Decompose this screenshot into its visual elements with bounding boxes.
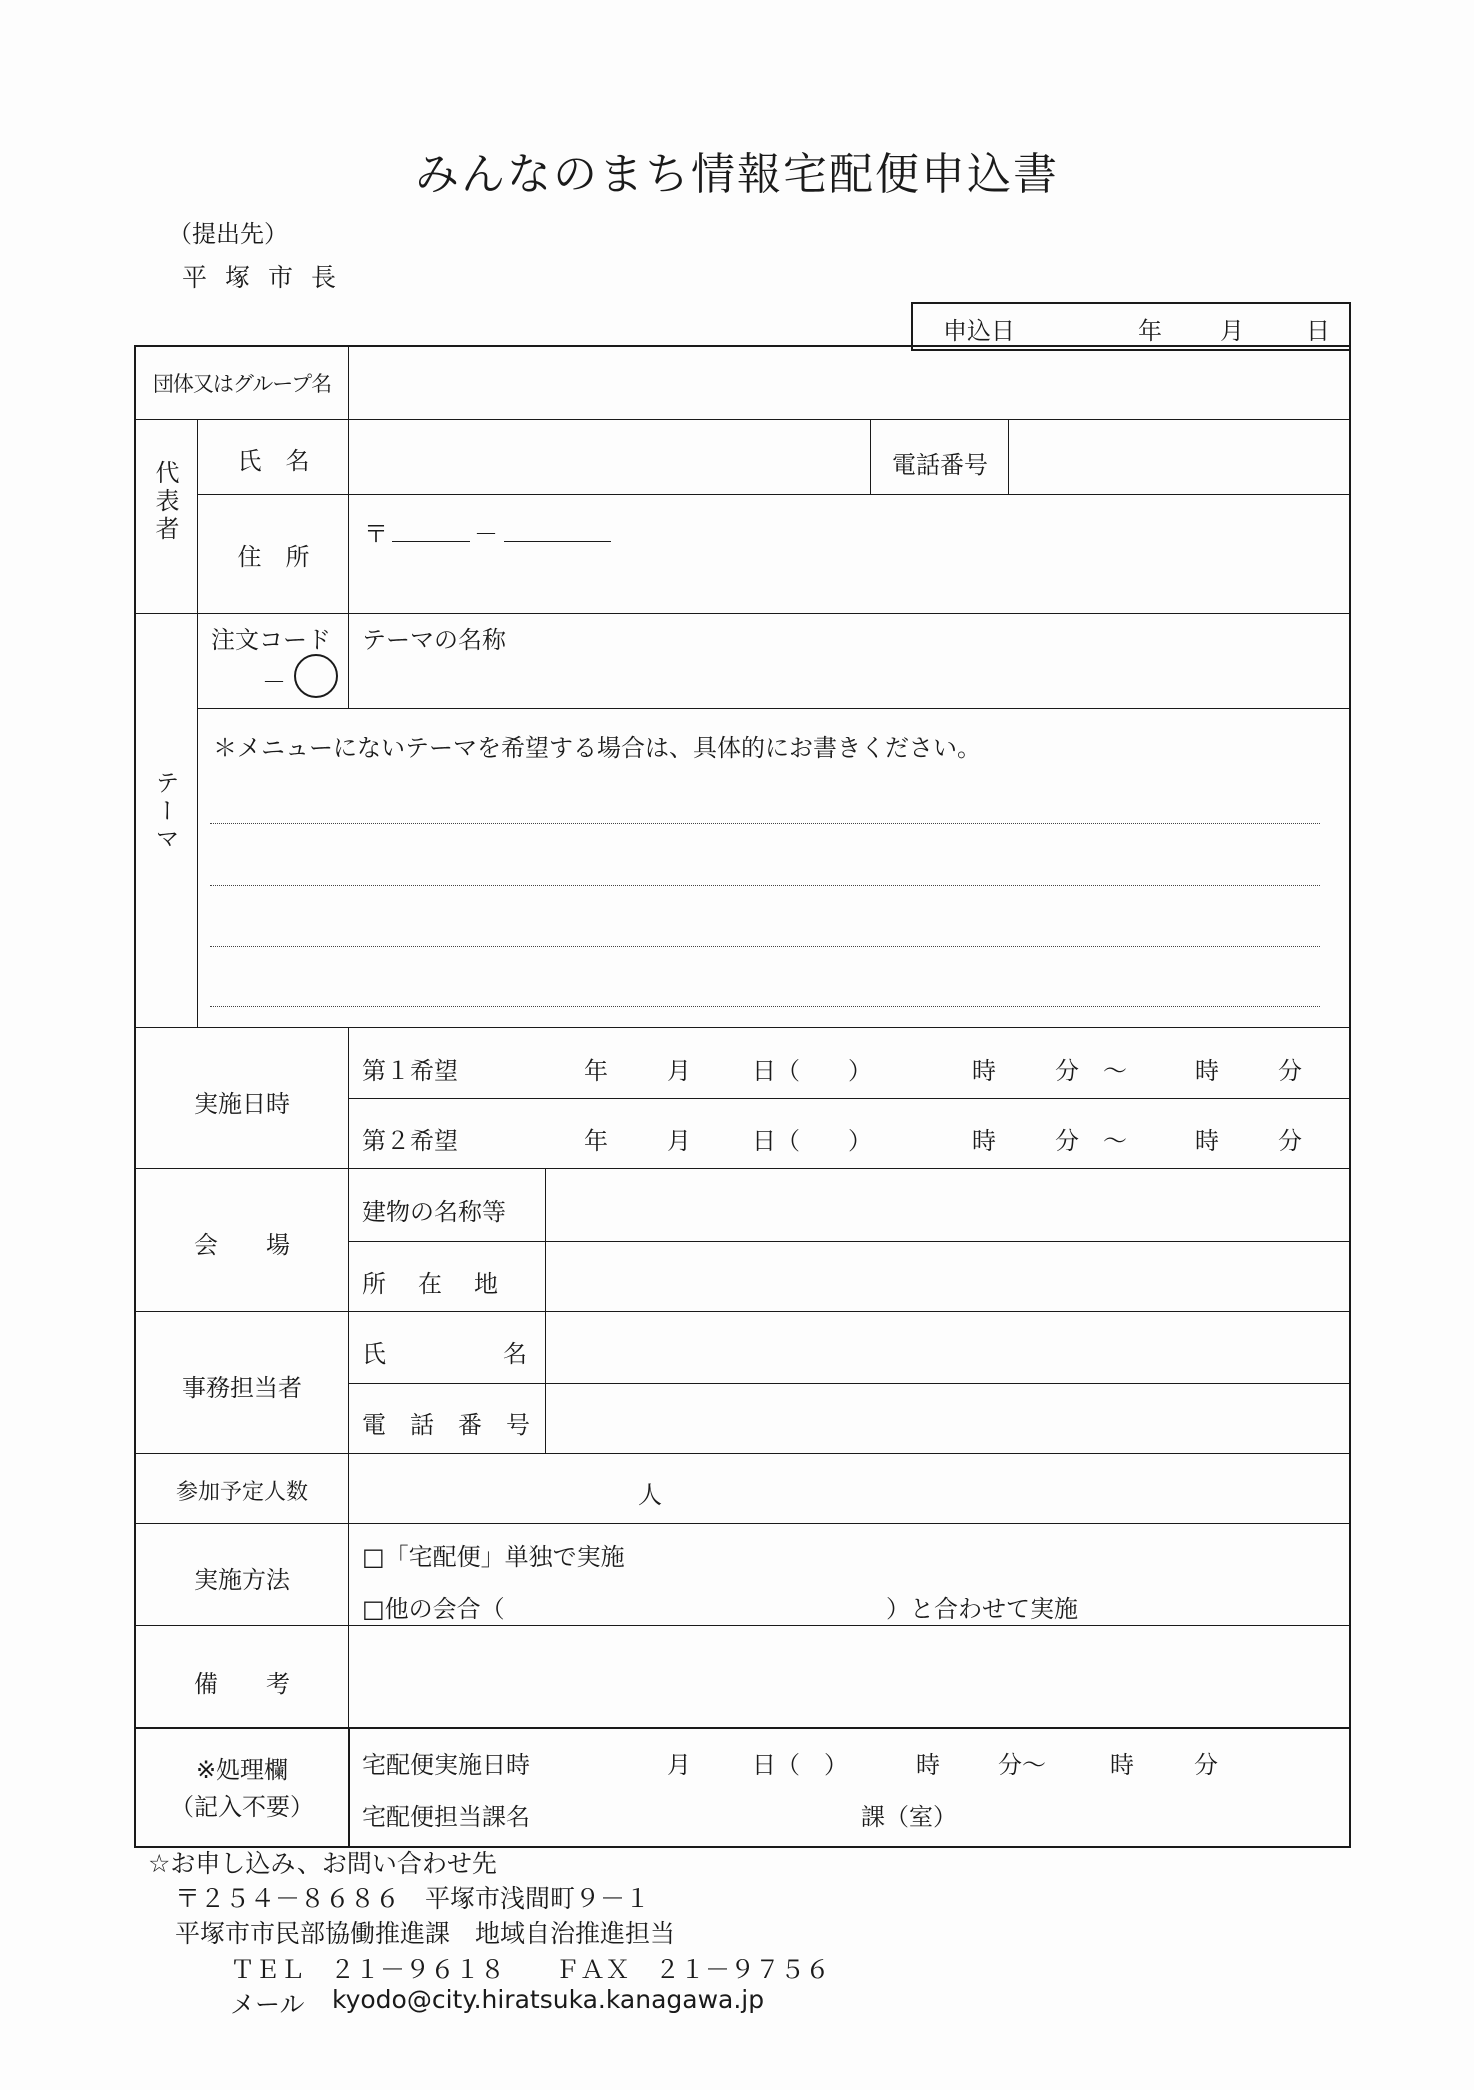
venue-location-field[interactable] <box>547 1243 1349 1310</box>
application-date-year: 年 <box>1138 317 1162 345</box>
method-option-standalone[interactable]: □「宅配便」単独で実施 <box>362 1543 625 1571</box>
method-option-combined-suffix: ）と合わせて実施 <box>886 1595 1078 1623</box>
schedule-row-2-hour-end: 時 <box>1195 1127 1219 1155</box>
attendance-field[interactable] <box>350 1455 1349 1522</box>
representative-name-field[interactable] <box>350 421 869 493</box>
theme-request-note: ＊メニューにないテーマを希望する場合は、具体的にお書きください。 <box>213 734 981 762</box>
submit-to-name: 平塚市長 <box>182 263 355 292</box>
method-option-combined[interactable]: □他の会合（ <box>362 1595 505 1623</box>
schedule-row-2-hour: 時 <box>972 1127 996 1155</box>
postal-mark: 〒 <box>364 520 388 548</box>
schedule-row-1-day: 日（ ） <box>752 1057 872 1085</box>
processing-note: （記入不要） <box>170 1793 314 1821</box>
contact-name-field[interactable] <box>547 1313 1349 1382</box>
method-combined-meeting-field[interactable] <box>530 1585 880 1619</box>
processing-date-month: 月 <box>667 1751 691 1779</box>
venue-location-label: 所 在 地 <box>362 1270 502 1298</box>
office-tel-fax: ＴＥＬ ２１－９６１８ ＦＡＸ ２１－９７５６ <box>230 1955 831 1984</box>
order-code-label: 注文コード <box>211 626 331 654</box>
theme-request-textarea[interactable] <box>200 790 1349 1025</box>
office-department: 平塚市市民部協働推進課 地域自治推進担当 <box>175 1919 676 1948</box>
processing-date-hour-end: 時 <box>1110 1751 1134 1779</box>
venue-building-field[interactable] <box>547 1170 1349 1240</box>
processing-label: ※処理欄 <box>195 1756 289 1784</box>
attendance-unit: 人 <box>638 1481 662 1509</box>
contact-phone-field[interactable] <box>547 1385 1349 1452</box>
schedule-row-1-label: 第１希望 <box>362 1057 458 1085</box>
theme-name-label: テーマの名称 <box>362 626 506 654</box>
schedule-row-2-label: 第２希望 <box>362 1127 458 1155</box>
group-name-field[interactable] <box>350 347 1349 418</box>
processing-department-suffix: 課（室） <box>861 1803 957 1831</box>
schedule-row-1-hour-end: 時 <box>1195 1057 1219 1085</box>
schedule-row-2-year: 年 <box>584 1127 608 1155</box>
representative-name-label: 氏 名 <box>237 447 310 475</box>
processing-department-label: 宅配便担当課名 <box>362 1803 530 1831</box>
office-mail-label: メール <box>230 1990 305 2019</box>
order-code-prefix: － <box>262 668 286 696</box>
representative-address-field[interactable] <box>350 496 1349 612</box>
venue-building-label: 建物の名称等 <box>362 1198 506 1226</box>
submit-to-label: （提出先） <box>168 220 288 248</box>
processing-date-minute: 分～ <box>998 1751 1046 1779</box>
theme-section-label: テーマ <box>151 770 179 854</box>
contact-name-label-1: 氏 <box>362 1340 386 1368</box>
office-address: 〒２５４－８６８６ 平塚市浅間町９－１ <box>175 1884 651 1913</box>
order-code-circle[interactable] <box>294 654 338 698</box>
remarks-label: 備 考 <box>194 1670 290 1698</box>
contact-phone-label: 電 話 番 号 <box>362 1411 530 1439</box>
group-name-label: 団体又はグループ名 <box>152 372 332 396</box>
schedule-row-1-minute: 分 ～ <box>1055 1057 1127 1085</box>
processing-date-label: 宅配便実施日時 <box>362 1751 530 1779</box>
attendance-label: 参加予定人数 <box>175 1480 308 1505</box>
application-date-day: 日 <box>1306 317 1330 345</box>
schedule-row-1-month: 月 <box>667 1057 691 1085</box>
venue-label: 会 場 <box>194 1231 290 1259</box>
processing-date-hour: 時 <box>916 1751 940 1779</box>
schedule-row-2-minute: 分 ～ <box>1055 1127 1127 1155</box>
representative-label: 代表者 <box>151 460 179 544</box>
representative-phone-field[interactable] <box>1010 421 1349 493</box>
schedule-row-1-minute-end: 分 <box>1278 1057 1302 1085</box>
contact-label: 事務担当者 <box>182 1374 302 1402</box>
schedule-row-2-day: 日（ ） <box>752 1127 872 1155</box>
office-mail-address[interactable]: kyodo@city.hiratsuka.kanagawa.jp <box>332 1985 765 2014</box>
schedule-row-2-minute-end: 分 <box>1278 1127 1302 1155</box>
processing-date-day: 日（ ） <box>752 1751 848 1779</box>
schedule-row-1-year: 年 <box>584 1057 608 1085</box>
schedule-label: 実施日時 <box>194 1090 290 1118</box>
representative-phone-label: 電話番号 <box>892 451 988 479</box>
method-label: 実施方法 <box>194 1566 290 1594</box>
contact-name-label-2: 名 <box>503 1340 527 1368</box>
representative-address-label: 住 所 <box>237 543 310 571</box>
theme-name-field[interactable] <box>350 650 1349 706</box>
contact-heading: ☆お申し込み、お問い合わせ先 <box>148 1849 497 1878</box>
postal-dash: － <box>474 520 498 548</box>
form-title: みんなのまち情報宅配便申込書 <box>415 149 1059 200</box>
application-date-label: 申込日 <box>943 317 1015 345</box>
processing-date-minute-end: 分 <box>1194 1751 1218 1779</box>
remarks-field[interactable] <box>350 1628 1349 1724</box>
schedule-row-1-hour: 時 <box>972 1057 996 1085</box>
application-date-month: 月 <box>1220 317 1244 345</box>
schedule-row-2-month: 月 <box>667 1127 691 1155</box>
